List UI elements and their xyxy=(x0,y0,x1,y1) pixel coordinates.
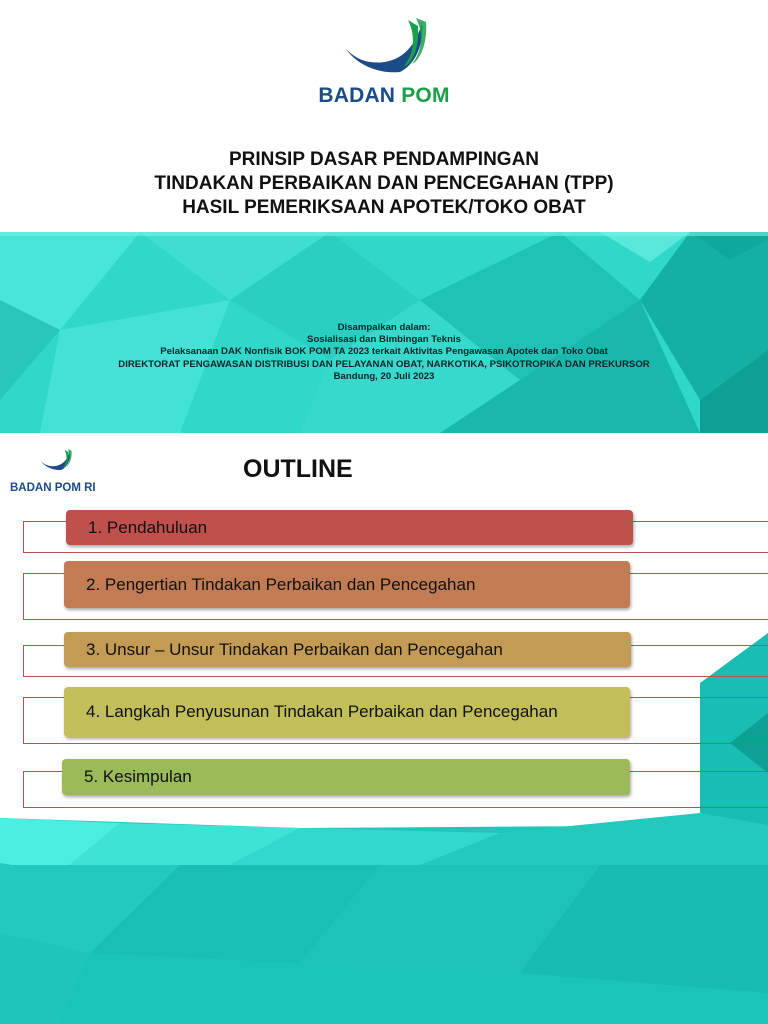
cover-title xyxy=(0,148,768,220)
info-line-4: DIREKTORAT PENGAWASAN DISTRIBUSI DAN PELAYANAN OBAT, NARKOTIKA, PSIKOTROPIKA DAN PREKURSOR xyxy=(118,358,650,370)
cover-info-block xyxy=(0,322,768,383)
logo-text-badan: BADAN xyxy=(318,84,396,107)
info-line-1: Disampaikan dalam: xyxy=(337,322,431,333)
info-line-3: Pelaksanaan DAK Nonfisik BOK POM TA 2023 terkait Aktivitas Pengawasan Apotek dan Toko Obat xyxy=(160,346,608,358)
outline-item-1-label: 1. Pendahuluan xyxy=(88,517,208,537)
cover-title-line-1: PRINSIP DASAR PENDAMPINGAN xyxy=(228,149,540,170)
info-line-2: Sosialisasi dan Bimbingan Teknis xyxy=(307,334,461,346)
badan-pom-ri-swoosh-icon xyxy=(30,441,80,481)
outline-item-5[interactable] xyxy=(62,759,630,795)
outline-item-2[interactable] xyxy=(64,561,630,608)
badan-pom-ri-logo-text: BADAN POM RI xyxy=(10,482,96,494)
badan-pom-swoosh-logo-icon xyxy=(318,14,448,84)
outline-title: OUTLINE xyxy=(243,455,353,483)
info-line-5: Bandung, 20 Juli 2023 xyxy=(333,370,435,382)
cover-slide xyxy=(0,0,768,433)
outline-item-3[interactable] xyxy=(64,632,631,667)
outline-item-4-label: 4. Langkah Penyusunan Tindakan Perbaikan dan Pencegahan xyxy=(86,702,558,721)
cover-title-line-3: HASIL PEMERIKSAAN APOTEK/TOKO OBAT xyxy=(182,197,586,218)
outline-item-5-label: 5. Kesimpulan xyxy=(84,767,192,786)
outline-item-2-label: 2. Pengertian Tindakan Perbaikan dan Pencegahan xyxy=(86,574,476,594)
outline-slide xyxy=(0,433,768,1024)
logo-text-pom: POM xyxy=(401,84,450,107)
outline-item-4[interactable] xyxy=(64,687,630,737)
cover-title-line-2: TINDAKAN PERBAIKAN DAN PENCEGAHAN (TPP) xyxy=(154,173,614,194)
outline-item-3-label: 3. Unsur – Unsur Tindakan Perbaikan dan Pencegahan xyxy=(86,639,503,659)
outline-item-1[interactable] xyxy=(66,510,633,545)
badan-pom-logo-text xyxy=(300,84,468,108)
